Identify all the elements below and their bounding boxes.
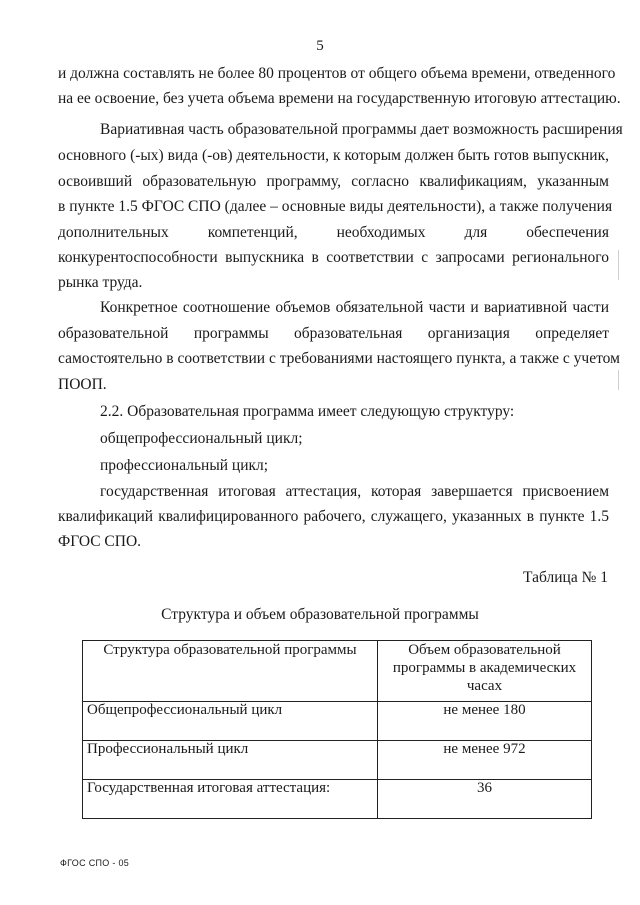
table-cell: Профессиональный цикл	[83, 741, 378, 780]
footer-label: ФГОС СПО - 05	[60, 858, 130, 868]
table-title: Структура и объем образовательной программы	[161, 606, 479, 623]
scan-mark	[618, 250, 619, 280]
text-line: дополнительных компетенций, необходимых для обеспечения	[58, 224, 609, 241]
text-line: конкурентоспособности выпускника в соответствии с запросами регионального	[58, 249, 609, 266]
table-row	[83, 702, 592, 741]
text-line: в пункте 1.5 ФГОС СПО (далее – основные виды деятельности), а также получения	[58, 198, 613, 215]
text-line: образовательной программы образовательная организация определяет	[58, 325, 609, 342]
text-line: квалификаций квалифицированного рабочего, служащего, указанных в пункте 1.5	[58, 508, 609, 525]
list-item: общепрофессиональный цикл;	[100, 430, 303, 447]
list-item: государственная итоговая аттестация, которая завершается присвоением	[100, 483, 609, 500]
text-line: самостоятельно в соответствии с требованиями настоящего пункта, а также с учетом	[58, 350, 620, 367]
text-line: основного (-ых) вида (-ов) деятельности, к которым должен быть готов выпускник,	[58, 147, 609, 164]
text-line: 2.2. Образовательная программа имеет следующую структуру:	[100, 403, 515, 420]
text-line: рынка труда.	[58, 274, 143, 291]
text-line: и должна составлять не более 80 процентов от общего объема времени, отведенного	[58, 65, 616, 82]
table-cell: Государственная итоговая аттестация:	[83, 780, 378, 819]
text-line: Конкретное соотношение объемов обязательной части и вариативной части	[100, 299, 609, 316]
text-line: Вариативная часть образовательной программы дает возможность расширения	[100, 121, 623, 138]
text-line: освоивший образовательную программу, согласно квалификациям, указанным	[58, 173, 609, 190]
list-item: профессиональный цикл;	[100, 457, 269, 474]
table-caption: Таблица № 1	[523, 569, 608, 586]
table-cell: 36	[378, 780, 592, 819]
page-number: 5	[316, 38, 324, 54]
text-line: на ее освоение, без учета объема времени на государственную итоговую аттестацию.	[58, 90, 621, 107]
table-header-cell: Объем образовательной программы в академических часах	[378, 641, 592, 702]
table-row	[83, 741, 592, 780]
table-header-row	[83, 641, 592, 702]
scan-mark	[618, 370, 619, 390]
table-row	[83, 780, 592, 819]
table-cell: не менее 180	[378, 702, 592, 741]
table-cell: Общепрофессиональный цикл	[83, 702, 378, 741]
table-header-cell: Структура образовательной программы	[83, 641, 378, 702]
table-cell: не менее 972	[378, 741, 592, 780]
structure-table	[82, 640, 592, 819]
text-line: ФГОС СПО.	[58, 533, 142, 550]
text-line: ПООП.	[58, 376, 107, 393]
